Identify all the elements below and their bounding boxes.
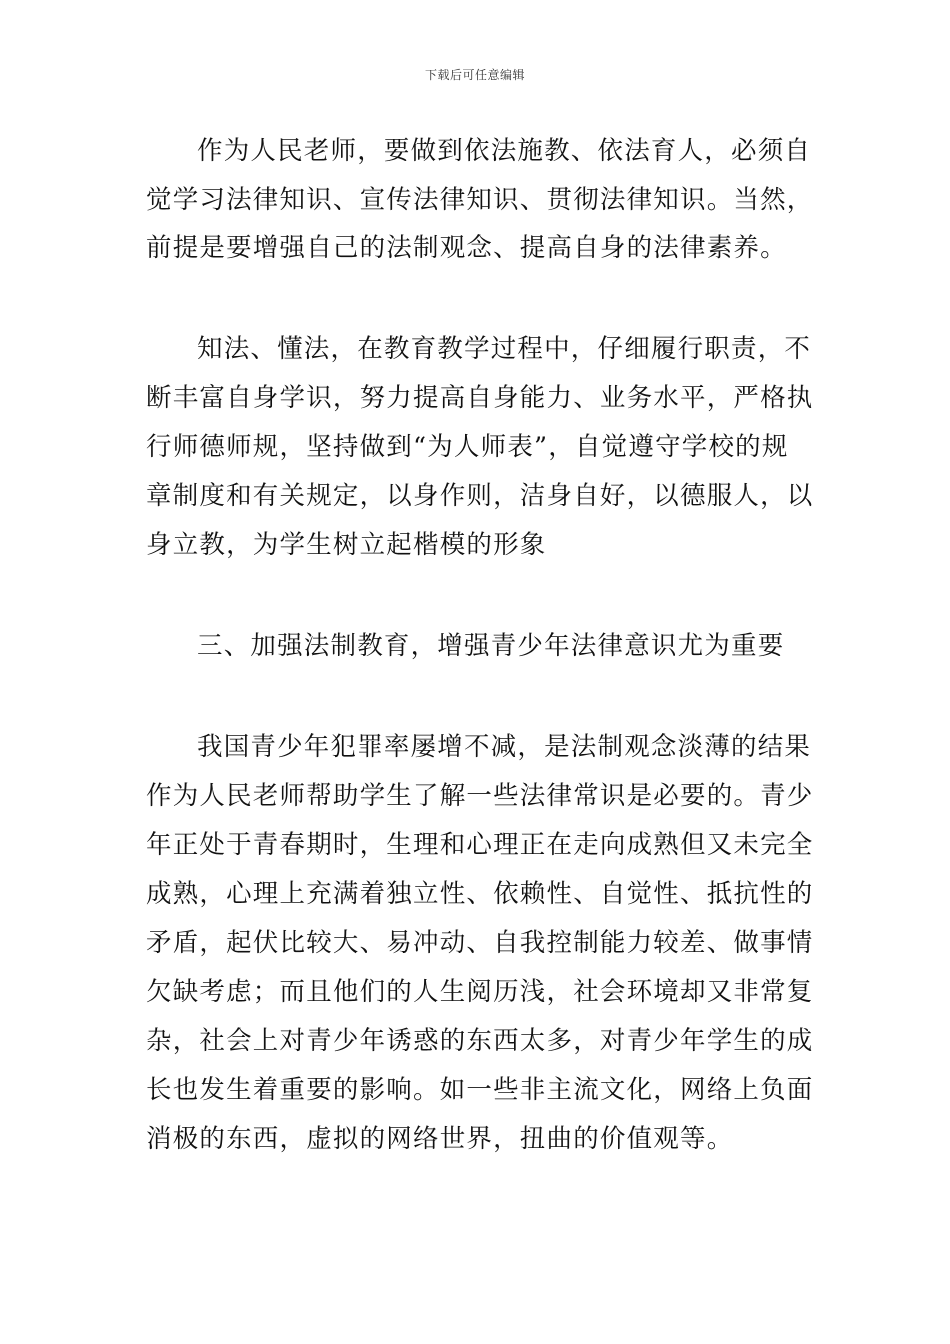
paragraph-3-line-7: 杂，社会上对青少年诱惑的东西太多，对青少年学生的成 (146, 1026, 814, 1056)
paragraph-1-line-3: 前提是要增强自己的法制观念、提高自身的法律素养。 (146, 233, 787, 263)
paragraph-3-line-9: 消极的东西，虚拟的网络世界，扭曲的价值观等。 (146, 1124, 734, 1154)
header-note: 下载后可任意编辑 (424, 68, 525, 82)
paragraph-2-line-2: 断丰富自身学识，努力提高自身能力、业务水平，严格执 (146, 383, 814, 413)
paragraph-3-line-6: 欠缺考虑；而且他们的人生阅历浅，社会环境却又非常复 (146, 977, 814, 1007)
paragraph-1-line-2: 觉学习法律知识、宣传法律知识、贯彻法律知识。当然， (146, 185, 814, 215)
paragraph-2-line-3: 行师德师规，坚持做到“为人师表”，自觉遵守学校的规 (146, 432, 789, 462)
paragraph-3-line-1: 我国青少年犯罪率屡增不减，是法制观念淡薄的结果 (197, 732, 812, 762)
paragraph-1-line-1: 作为人民老师，要做到依法施教、依法育人，必须自 (197, 136, 812, 166)
paragraph-2-line-5: 身立教，为学生树立起楷模的形象 (146, 530, 547, 560)
section-heading: 三、加强法制教育，增强青少年法律意识尤为重要 (197, 631, 785, 661)
paragraph-3-line-2: 作为人民老师帮助学生了解一些法律常识是必要的。青少 (146, 781, 814, 811)
paragraph-2-line-4: 章制度和有关规定，以身作则，洁身自好，以德服人，以 (146, 481, 814, 511)
paragraph-2-line-1: 知法、懂法，在教育教学过程中，仔细履行职责，不 (197, 334, 812, 364)
paragraph-3-line-5: 矛盾，起伏比较大、易冲动、自我控制能力较差、做事情 (146, 928, 814, 958)
paragraph-3-line-3: 年正处于青春期时，生理和心理正在走向成熟但又未完全 (146, 830, 814, 860)
paragraph-3-line-8: 长也发生着重要的影响。如一些非主流文化，网络上负面 (146, 1075, 814, 1105)
paragraph-3-line-4: 成熟，心理上充满着独立性、依赖性、自觉性、抵抗性的 (146, 879, 814, 909)
